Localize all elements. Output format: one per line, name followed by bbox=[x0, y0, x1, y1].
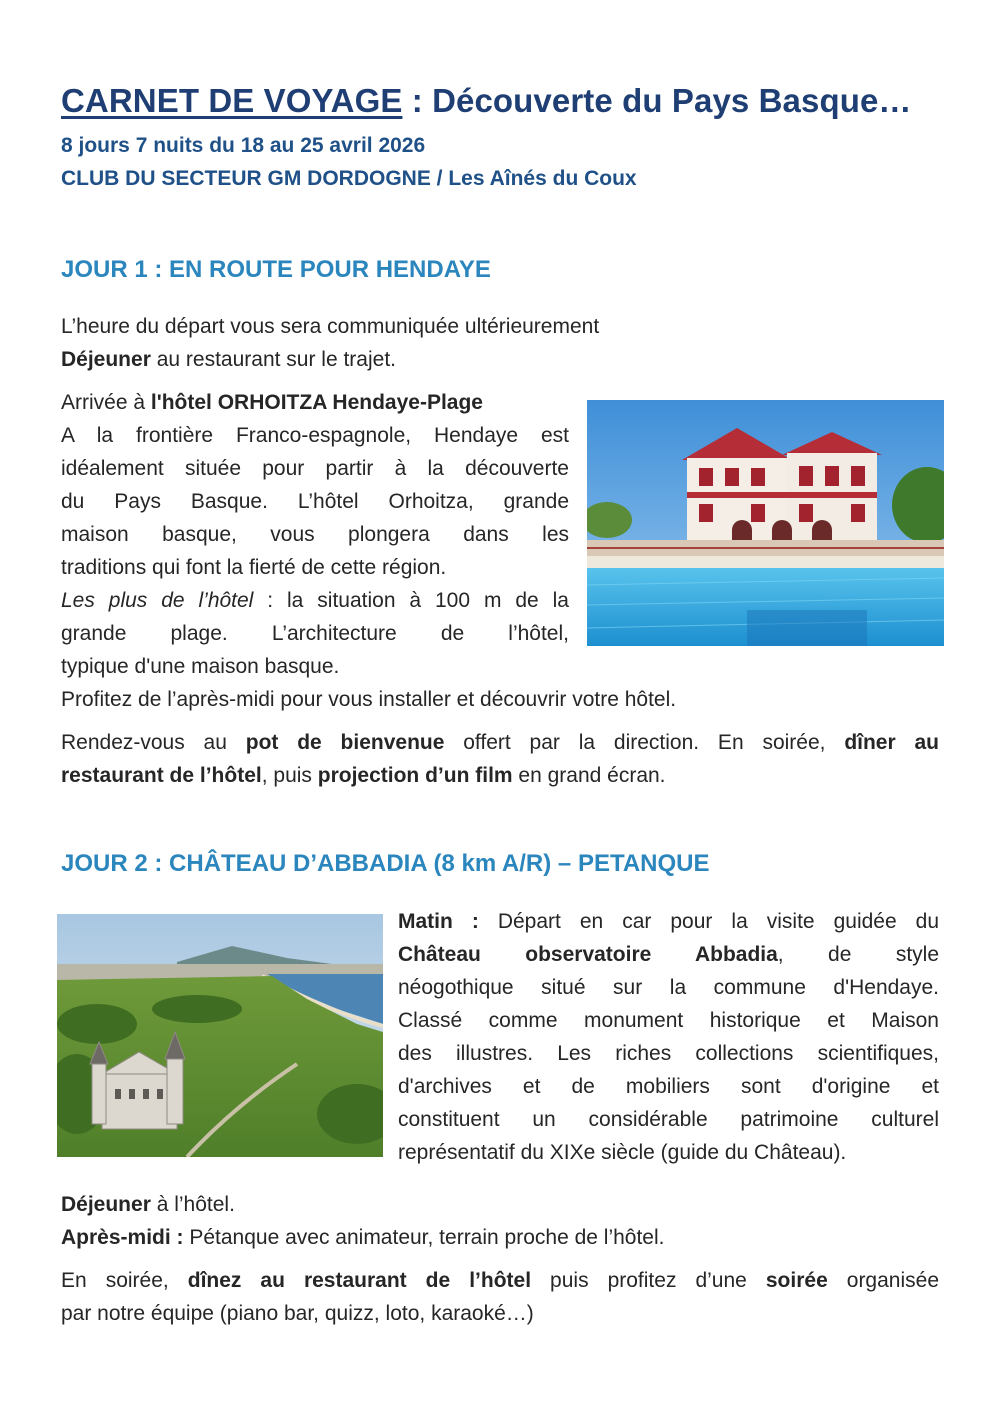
day1-desc-line-5: traditions qui font la fierté de cette région. bbox=[61, 556, 447, 579]
day1-plus-label: Les plus de l’hôtel bbox=[61, 589, 254, 612]
day1-desc-line-4: maison basque, vous plongera dans les bbox=[61, 523, 569, 546]
day1-ev-text-4: en grand écran. bbox=[512, 764, 666, 787]
day2-chateau-rest: , de style bbox=[777, 943, 939, 966]
day2-line-5: constituent un considérable patrimoine culturel bbox=[398, 1108, 939, 1131]
hotel-name: l'hôtel ORHOITZA Hendaye-Plage bbox=[150, 391, 483, 414]
day1-evening-line-1 bbox=[61, 726, 939, 759]
day2-afternoon bbox=[61, 1221, 665, 1254]
day1-ev-bold-4: projection d’un film bbox=[317, 764, 513, 787]
hotel-photo bbox=[587, 400, 944, 646]
day1-plus-line-2: grande plage. L’architecture de l’hôtel, bbox=[61, 622, 569, 645]
day1-heading: JOUR 1 : EN ROUTE POUR HENDAYE bbox=[61, 256, 491, 283]
day1-desc-line-3: du Pays Basque. L’hôtel Orhoitza, grande bbox=[61, 490, 569, 513]
day2-evening-line-2: par notre équipe (piano bar, quizz, loto, karaoké…) bbox=[61, 1302, 534, 1325]
day2-line-4: d'archives et de mobiliers sont d'origine et bbox=[398, 1075, 939, 1098]
day2-ev-bold-1: dînez au restaurant de l’hôtel bbox=[187, 1269, 532, 1292]
page-title bbox=[61, 82, 912, 120]
day2-lunch bbox=[61, 1188, 235, 1221]
title-underlined: CARNET DE VOYAGE bbox=[61, 82, 403, 119]
day2-chateau-name: Château observatoire Abbadia bbox=[398, 943, 778, 966]
day1-ev-bold-1: pot de bienvenue bbox=[245, 731, 445, 754]
day2-evening-line-1 bbox=[61, 1264, 939, 1297]
day1-lunch bbox=[61, 343, 396, 376]
day2-line-1: néogothique situé sur la commune d'Hendaye. bbox=[398, 976, 939, 999]
day1-desc-line-1: A la frontière Franco-espagnole, Hendaye est bbox=[61, 424, 569, 447]
day2-ev-text-2: puis profitez d’une bbox=[531, 1269, 766, 1292]
abbadia-photo bbox=[57, 914, 383, 1157]
day1-lunch-bold: Déjeuner bbox=[61, 348, 151, 371]
day1-plus-rest: : la situation à 100 m de la bbox=[253, 589, 569, 612]
day2-morning-text: Départ en car pour la visite guidée du bbox=[478, 910, 939, 933]
day2-line-3: des illustres. Les riches collections scientifiques, bbox=[398, 1042, 939, 1065]
day1-desc-line-2: idéalement située pour partir à la découverte bbox=[61, 457, 569, 480]
day1-arrival-pre: Arrivée à bbox=[61, 391, 151, 414]
club-line bbox=[61, 167, 637, 191]
day1-evening-line-2 bbox=[61, 759, 666, 792]
day1-plus-line-3: typique d'une maison basque. bbox=[61, 655, 340, 678]
day1-ev-text-1: Rendez-vous au bbox=[61, 731, 246, 754]
day2-lunch-text: à l’hôtel. bbox=[150, 1193, 235, 1216]
day1-ev-text-3: , puis bbox=[261, 764, 318, 787]
day1-ev-bold-3: restaurant de l’hôtel bbox=[61, 764, 262, 787]
day2-ev-text-1: En soirée, bbox=[61, 1269, 188, 1292]
day2-ev-bold-2: soirée bbox=[765, 1269, 828, 1292]
day1-departure: L’heure du départ vous sera communiquée ultérieurement bbox=[61, 315, 600, 338]
day2-line-2: Classé comme monument historique et Maison bbox=[398, 1009, 939, 1032]
day2-chateau-line bbox=[398, 938, 939, 971]
day1-arrival bbox=[61, 386, 483, 419]
day2-morning-line bbox=[398, 905, 939, 938]
day2-line-6: représentatif du XIXe siècle (guide du Château). bbox=[398, 1141, 847, 1164]
day1-lunch-rest: au restaurant sur le trajet. bbox=[150, 348, 396, 371]
day1-plus-line-1 bbox=[61, 584, 569, 617]
day1-ev-bold-2: dîner au bbox=[844, 731, 939, 754]
club-name: CLUB DU SECTEUR GM DORDOGNE bbox=[61, 167, 431, 190]
day2-heading: JOUR 2 : CHÂTEAU D’ABBADIA (8 km A/R) – PETANQUE bbox=[61, 850, 710, 877]
day2-ev-text-3: organisée bbox=[827, 1269, 939, 1292]
day1-ev-text-2: offert par la direction. En soirée, bbox=[444, 731, 845, 754]
title-rest: : Découverte du Pays Basque… bbox=[402, 82, 912, 119]
day2-afternoon-text: Pétanque avec animateur, terrain proche de l’hôtel. bbox=[183, 1226, 665, 1249]
trip-dates: 8 jours 7 nuits du 18 au 25 avril 2026 bbox=[61, 134, 426, 157]
club-group: Les Aînés du Coux bbox=[448, 167, 637, 190]
day2-afternoon-label: Après-midi : bbox=[61, 1226, 184, 1249]
club-separator: / bbox=[430, 167, 449, 190]
day2-lunch-label: Déjeuner bbox=[61, 1193, 151, 1216]
day1-afternoon: Profitez de l’après-midi pour vous installer et découvrir votre hôtel. bbox=[61, 688, 677, 711]
day2-morning-label: Matin : bbox=[398, 910, 479, 933]
